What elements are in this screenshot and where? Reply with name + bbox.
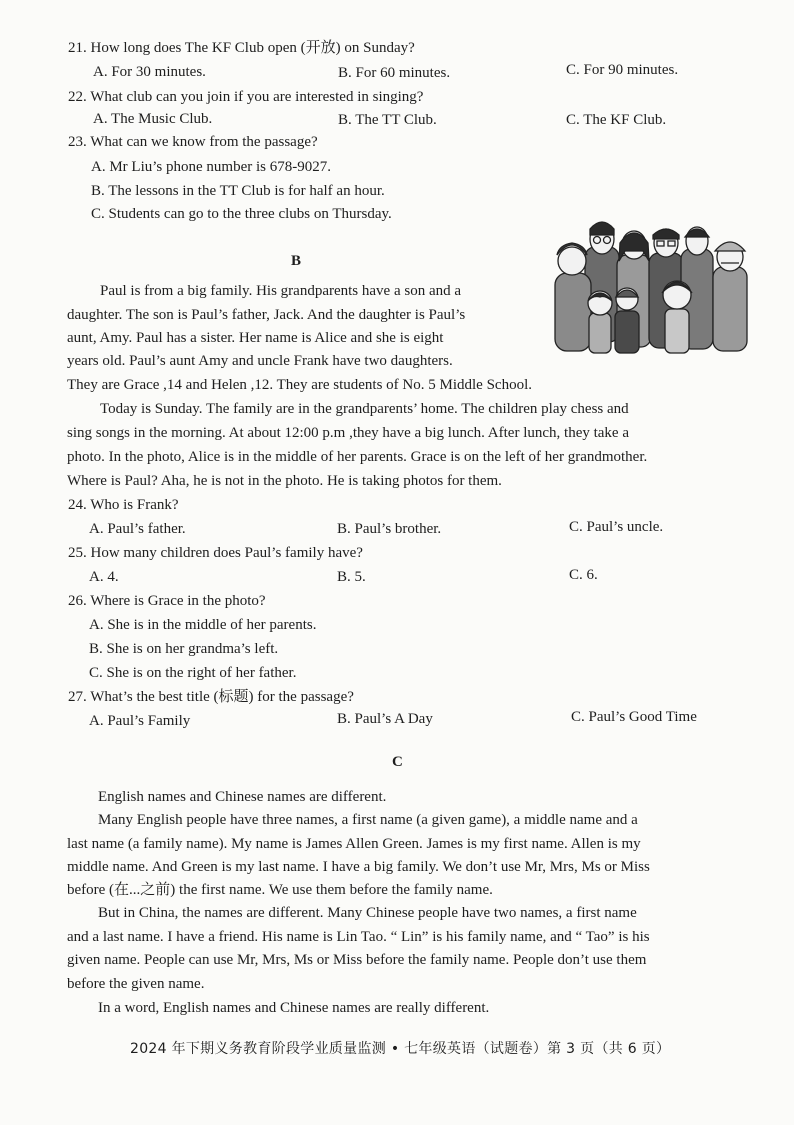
section-c-p3-line3: given name. People can use Mr, Mrs, Ms or Miss before the family name. People don’t use them <box>67 952 647 968</box>
q23-option-c: C. Students can go to the three clubs on Thursday. <box>91 206 392 222</box>
child-right-figure <box>662 281 692 353</box>
section-b-p2-line2: sing songs in the morning. At about 12:00 p.m ,they have a big lunch. After lunch, they take a <box>67 425 629 441</box>
q21-option-c: C. For 90 minutes. <box>566 62 679 78</box>
q21-option-b: B. For 60 minutes. <box>338 65 451 81</box>
q26-option-b: B. She is on her grandma’s left. <box>89 641 279 657</box>
section-b-p2-line4: Where is Paul? Aha, he is not in the photo. He is taking photos for them. <box>67 473 502 489</box>
q24-option-b: B. Paul’s brother. <box>337 521 442 537</box>
section-b-p1-line4: years old. Paul’s aunt Amy and uncle Frank have two daughters. <box>67 353 453 369</box>
q26-option-a: A. She is in the middle of her parents. <box>89 617 317 633</box>
child-left-figure <box>588 291 612 353</box>
q22-option-b: B. The TT Club. <box>338 112 437 128</box>
section-c-p2-line1: Many English people have three names, a first name (a given game), a middle name and a <box>98 812 638 828</box>
q25-option-c: C. 6. <box>569 567 598 583</box>
q23-stem: 23. What can we know from the passage? <box>68 134 318 150</box>
section-c-p2-line2: last name (a family name). My name is James Allen Green. James is my first name. Allen is my <box>67 836 641 852</box>
q25-option-b: B. 5. <box>337 569 366 585</box>
section-c-p3-line4: before the given name. <box>67 976 205 992</box>
q25-option-a: A. 4. <box>89 569 119 585</box>
grandmother-figure <box>555 243 591 351</box>
section-b-p2-line3: photo. In the photo, Alice is in the middle of her parents. Grace is on the left of her grandmother. <box>67 449 648 465</box>
q23-option-a: A. Mr Liu’s phone number is 678-9027. <box>91 159 331 175</box>
q26-stem: 26. Where is Grace in the photo? <box>68 593 266 609</box>
page-footer: 2024 年下期义务教育阶段学业质量监测 • 七年级英语（试题卷）第 3 页（共 6 页） <box>130 1041 671 1057</box>
q21-option-a: A. For 30 minutes. <box>93 64 206 80</box>
q25-stem: 25. How many children does Paul’s family have? <box>68 545 363 561</box>
q26-option-c: C. She is on the right of her father. <box>89 665 297 681</box>
section-b-p1-line3: aunt, Amy. Paul has a sister. Her name is Alice and she is eight <box>67 330 444 346</box>
section-c-p4: In a word, English names and Chinese names are really different. <box>98 1000 490 1016</box>
q23-option-b: B. The lessons in the TT Club is for half an hour. <box>91 183 385 199</box>
q22-stem: 22. What club can you join if you are interested in singing? <box>68 89 424 105</box>
family-illustration <box>545 215 753 365</box>
q27-stem: 27. What’s the best title (标题) for the passage? <box>68 689 354 705</box>
q24-option-a: A. Paul’s father. <box>89 521 186 537</box>
section-c-p2-line3: middle name. And Green is my last name. I have a big family. We don’t use Mr, Mrs, Ms or Miss <box>67 859 650 875</box>
section-b-p2-line1: Today is Sunday. The family are in the grandparents’ home. The children play chess and <box>100 401 629 417</box>
q22-option-a: A. The Music Club. <box>93 111 213 127</box>
child-center-figure <box>615 288 639 353</box>
q27-option-c: C. Paul’s Good Time <box>571 709 697 725</box>
section-c-p2-line4: before (在...之前) the first name. We use them before the family name. <box>67 882 493 898</box>
section-c-p3-line2: and a last name. I have a friend. His name is Lin Tao. “ Lin” is his family name, and “ Tao” is his <box>67 929 650 945</box>
section-b-p1-line1: Paul is from a big family. His grandparents have a son and a <box>100 283 462 299</box>
section-b-p1-line5: They are Grace ,14 and Helen ,12. They are students of No. 5 Middle School. <box>67 377 533 393</box>
q27-option-a: A. Paul’s Family <box>89 713 191 729</box>
section-c-heading: C <box>392 754 403 770</box>
q24-option-c: C. Paul’s uncle. <box>569 519 664 535</box>
q22-option-c: C. The KF Club. <box>566 112 667 128</box>
q27-option-b: B. Paul’s A Day <box>337 711 433 727</box>
section-c-p3-line1: But in China, the names are different. Many Chinese people have two names, a first name <box>98 905 637 921</box>
section-b-heading: B <box>291 253 302 269</box>
grandfather-figure <box>713 242 747 351</box>
q24-stem: 24. Who is Frank? <box>68 497 179 513</box>
section-c-p1: English names and Chinese names are different. <box>98 789 387 805</box>
q21-stem: 21. How long does The KF Club open (开放) on Sunday? <box>68 40 415 56</box>
section-b-p1-line2: daughter. The son is Paul’s father, Jack. And the daughter is Paul’s <box>67 307 466 323</box>
